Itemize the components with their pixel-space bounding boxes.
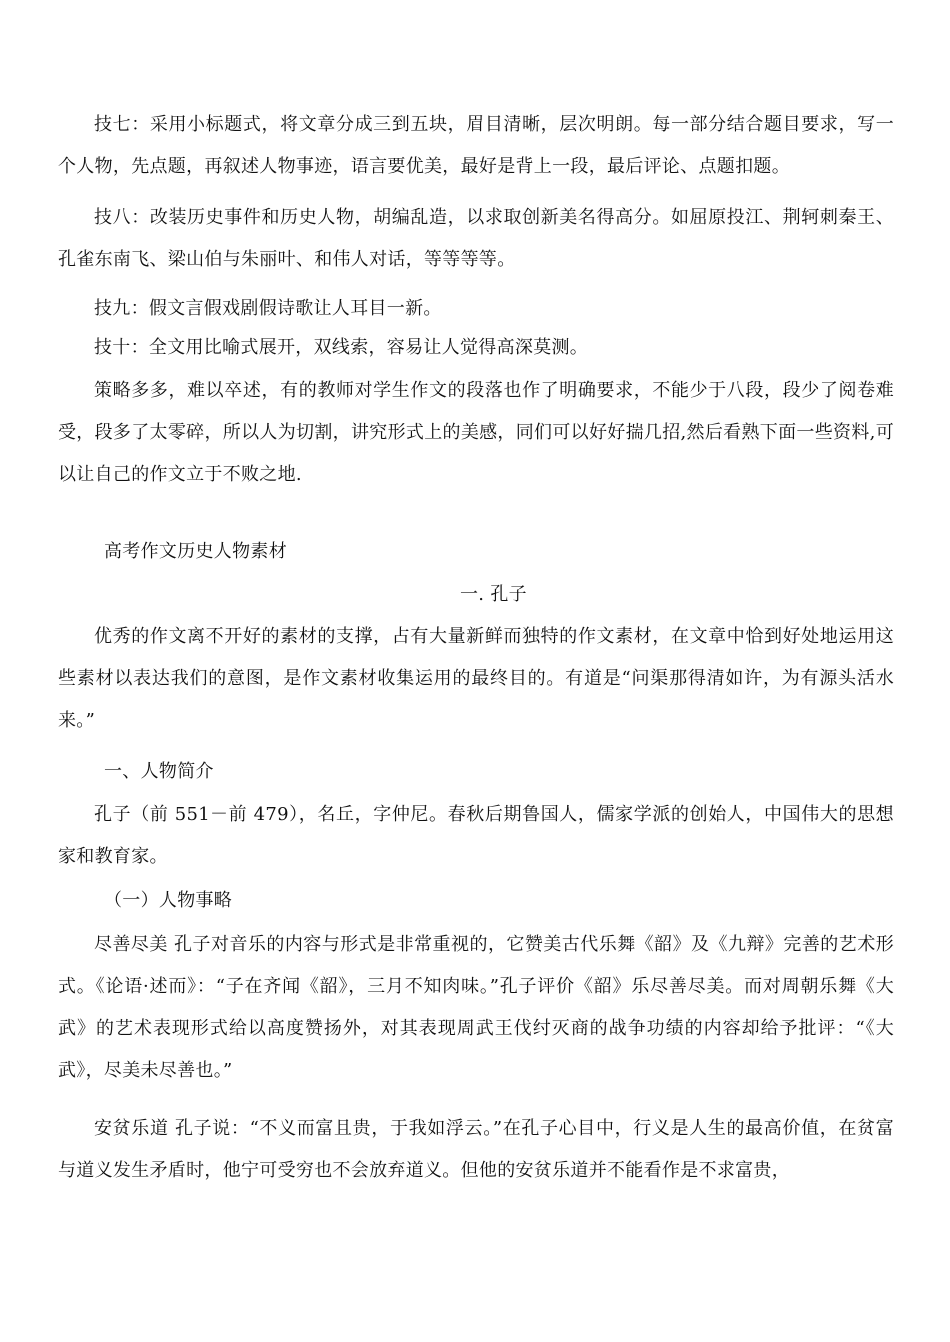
paragraph-technique-10: 技十：全文用比喻式展开，双线索，容易让人觉得高深莫测。: [94, 337, 589, 358]
section-title: 高考作文历史人物素材: [104, 541, 287, 562]
paragraph-perfect-goodness: 尽善尽美 孔子对音乐的内容与形式是非常重视的，它赞美古代乐舞《韶》及《九辩》完善的艺术形式。《论语·述而》：“子在齐闻《韶》，三月不知肉味。”孔子评价《韶》乐尽善尽美。而对周朝乐舞《大武》的艺术表现形式给以高度赞扬外，对其表现周武王伐纣灭商的战争功绩的内容却给予批评：“《大武》，尽美未尽善也。”: [58, 934, 894, 1081]
paragraph-technique-8: 技八：改装历史事件和历史人物，胡编乱造，以求取创新美名得高分。如屈原投江、荆轲刺秦王、孔雀东南飞、梁山伯与朱丽叶、和伟人对话，等等等等。: [58, 207, 894, 270]
paragraph-content-in-poverty: 安贫乐道 孔子说：“不义而富且贵，于我如浮云。”在孔子心目中，行义是人生的最高价值，在贫富与道义发生矛盾时，他宁可受穷也不会放弃道义。但他的安贫乐道并不能看作是不求富贵，: [58, 1118, 894, 1181]
paragraph-technique-9: 技九：假文言假戏剧假诗歌让人耳目一新。: [94, 298, 442, 319]
paragraph-intro-materials: 优秀的作文离不开好的素材的支撑，占有大量新鲜而独特的作文素材，在文章中恰到好处地运用这些素材以表达我们的意图，是作文素材收集运用的最终目的。有道是“问渠那得清如许，为有源头活水来。”: [58, 626, 894, 731]
heading-person-events: （一）人物事略: [104, 890, 233, 911]
subsection-title: 一. 孔子: [460, 584, 527, 605]
paragraph-strategy-summary: 策略多多，难以卒述，有的教师对学生作文的段落也作了明确要求，不能少于八段，段少了阅卷难受，段多了太零碎，所以人为切割，讲究形式上的美感，同们可以好好揣几招,然后看熟下面一些资料,可以让自己的作文立于不败之地.: [58, 380, 894, 485]
paragraph-confucius-bio: 孔子（前 551－前 479），名丘，字仲尼。春秋后期鲁国人，儒家学派的创始人，中国伟大的思想家和教育家。: [58, 804, 894, 867]
heading-person-intro: 一、人物简介: [104, 761, 214, 782]
paragraph-technique-7: 技七：采用小标题式，将文章分成三到五块，眉目清晰，层次明朗。每一部分结合题目要求，写一个人物，先点题，再叙述人物事迹，语言要优美，最好是背上一段，最后评论、点题扣题。: [58, 114, 894, 177]
